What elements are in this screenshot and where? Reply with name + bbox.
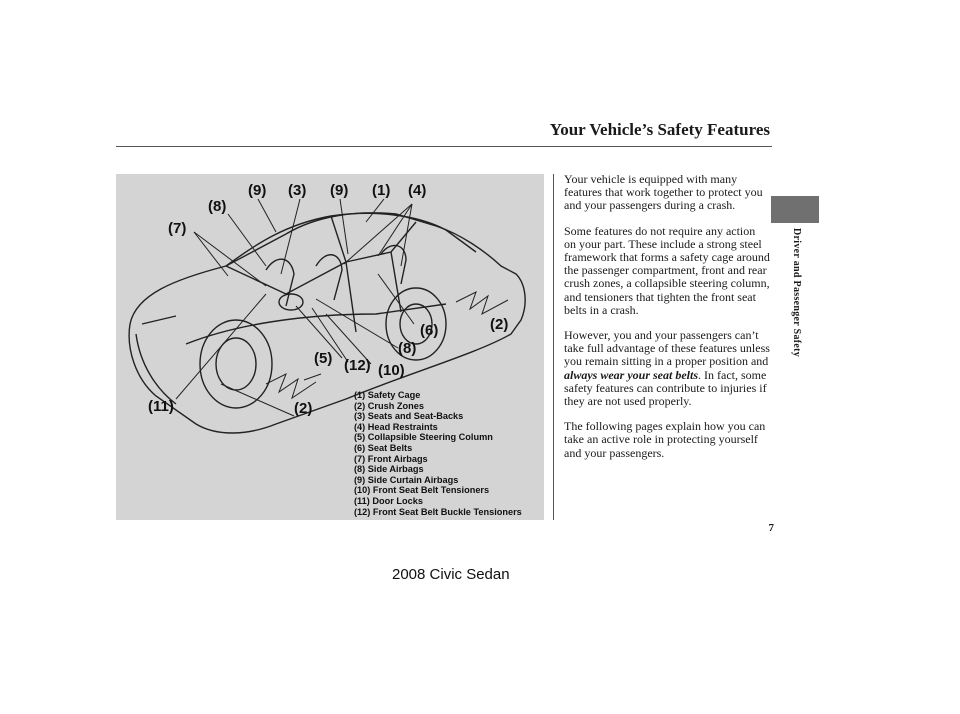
body-text: [564, 173, 770, 472]
section-side-label: Driver and Passenger Safety: [791, 228, 802, 358]
callout-12: (12): [344, 357, 371, 374]
legend-item: (11) Door Locks: [354, 495, 423, 506]
paragraph-following-pages: The following pages explain how you can take an active role in protecting yourself and your passengers.: [564, 419, 766, 460]
callout-6: (6): [420, 322, 439, 339]
callout-1: (1): [372, 182, 391, 199]
paragraph-seat-belts-end: . In fact, some safety features can contribute to injuries if they are not used properly.: [564, 367, 767, 409]
legend-item: (12) Front Seat Belt Buckle Tensioners: [354, 506, 522, 517]
page-number: 7: [768, 522, 774, 534]
callout-5: (5): [314, 350, 333, 367]
legend-item: (4) Head Restraints: [354, 421, 438, 432]
legend-item: (10) Front Seat Belt Tensioners: [354, 485, 490, 496]
legend-item: (9) Side Curtain Airbags: [354, 474, 459, 485]
callout-8a: (8): [208, 198, 227, 215]
callout-9b: (9): [330, 182, 349, 199]
callout-4: (4): [408, 182, 427, 199]
callout-3: (3): [288, 182, 307, 199]
callout-10: (10): [378, 362, 405, 379]
section-tab-marker: [771, 196, 819, 223]
legend-item: (7) Front Airbags: [354, 453, 428, 464]
legend-item: (3) Seats and Seat-Backs: [354, 411, 464, 422]
emphasis-always-wear: always wear your seat belts: [564, 367, 698, 382]
paragraph-seat-belts: [564, 329, 770, 408]
header-rule: [116, 146, 772, 147]
paragraph-features: Some features do not require any action on your part. These include a strong steel framework that forms a safety cage around the passenger compartment, front and rear crush zones, a collapsible steering column, and tensioners that tighten the front seat belts in a crash.: [564, 223, 770, 317]
figure-legend: [354, 390, 522, 517]
callout-7: (7): [168, 220, 187, 237]
legend-item: (8) Side Airbags: [354, 464, 424, 475]
legend-item: (2) Crush Zones: [354, 400, 424, 411]
page-title: Your Vehicle’s Safety Features: [549, 120, 770, 139]
callout-11: (11): [148, 398, 174, 415]
paragraph-intro: Your vehicle is equipped with many features that work together to protect you and your passengers during a crash.: [564, 172, 763, 213]
callout-2a: (2): [490, 316, 509, 333]
paragraph-seat-belts-start: However, you and your passengers can’t take full advantage of these features unless you remain sitting in a proper position and: [564, 328, 770, 369]
footer-model-label: 2008 Civic Sedan: [392, 566, 510, 583]
column-divider: [553, 174, 554, 520]
callout-9a: (9): [248, 182, 267, 199]
callout-8b: (8): [398, 340, 417, 357]
legend-item: (1) Safety Cage: [354, 390, 421, 400]
legend-item: (6) Seat Belts: [354, 442, 413, 453]
safety-features-diagram: [116, 174, 544, 520]
legend-item: (5) Collapsible Steering Column: [354, 432, 493, 443]
callout-2b: (2): [294, 400, 313, 417]
